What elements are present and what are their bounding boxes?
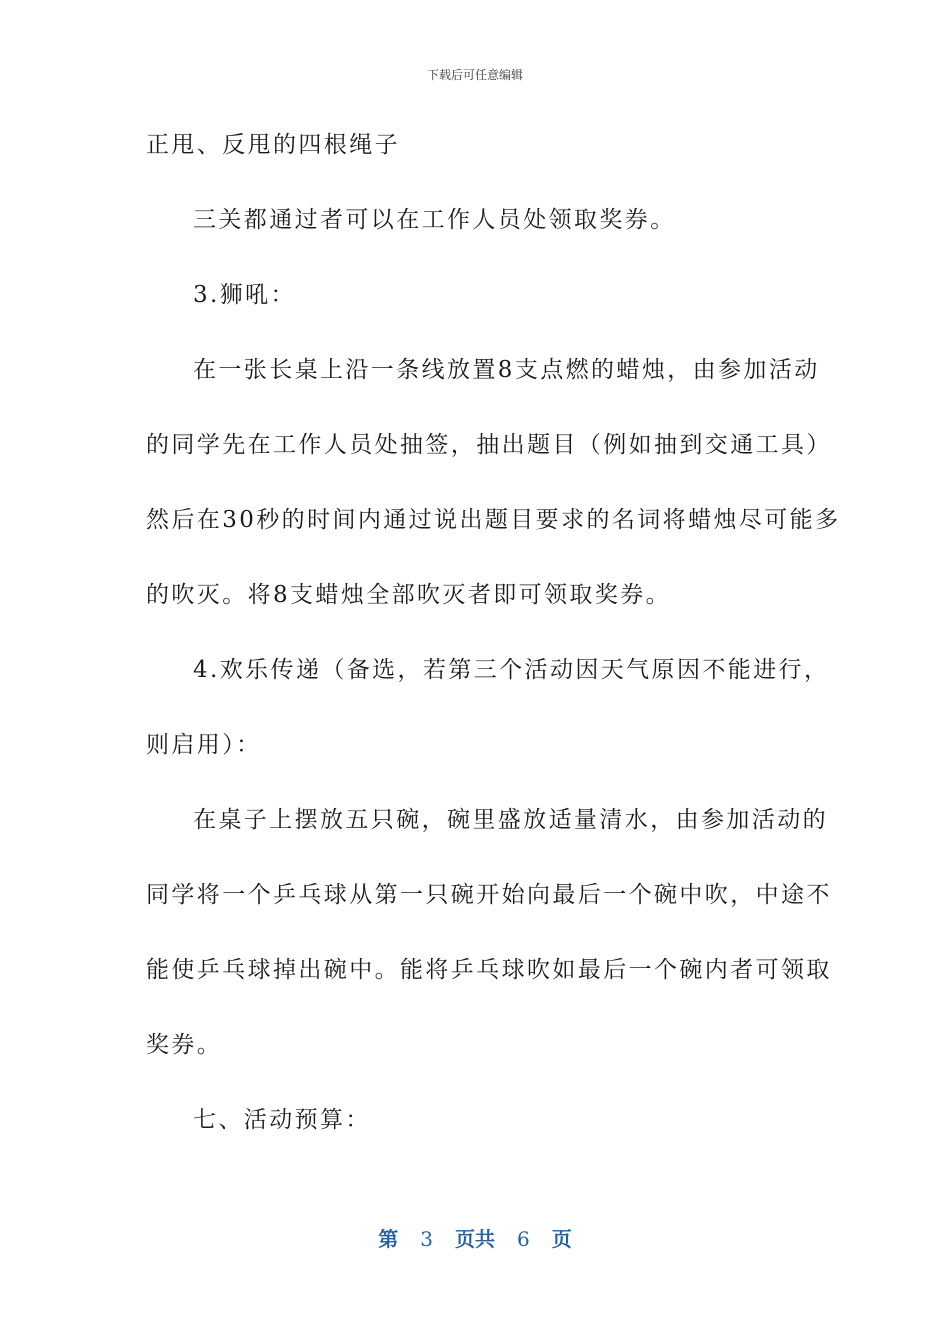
page-footer	[0, 1223, 950, 1252]
paragraph-line: 然后在30秒的时间内通过说出题目要求的名词将蜡烛尽可能多	[146, 507, 841, 533]
paragraph-line: 则启用）：	[146, 732, 262, 758]
paragraph-line: 的同学先在工作人员处抽签，抽出题目（例如抽到交通工具）	[146, 432, 832, 458]
paragraph-line: 三关都通过者可以在工作人员处领取奖券。	[193, 207, 676, 233]
paragraph-line: 能使乒乓球掉出碗中。能将乒乓球吹如最后一个碗内者可领取	[146, 957, 832, 983]
paragraph-line: 在桌子上摆放五只碗，碗里盛放适量清水，由参加活动的	[193, 807, 828, 833]
paragraph-line: 七、活动预算：	[193, 1107, 371, 1133]
page-header: 下载后可任意编辑	[426, 68, 523, 82]
paragraph-line: 奖券。	[146, 1032, 223, 1058]
footer-suffix: 页	[551, 1227, 572, 1251]
paragraph-line: 的吹灭。将8支蜡烛全部吹灭者即可领取奖券。	[146, 582, 672, 608]
paragraph-line: 4.欢乐传递（备选，若第三个活动因天气原因不能进行，	[193, 657, 830, 683]
footer-prefix: 第	[378, 1227, 399, 1251]
document-body	[146, 120, 841, 1170]
paragraph-line: 正甩、反甩的四根绳子	[146, 132, 400, 158]
footer-middle: 页共	[455, 1227, 495, 1251]
paragraph-line: 在一张长桌上沿一条线放置8支点燃的蜡烛，由参加活动	[193, 357, 820, 383]
paragraph-line: 同学将一个乒乓球从第一只碗开始向最后一个碗中吹，中途不	[146, 882, 832, 908]
footer-total-pages: 6	[517, 1227, 530, 1251]
paragraph-line: 3.狮吼：	[193, 282, 296, 308]
footer-page-number: 3	[420, 1227, 433, 1251]
